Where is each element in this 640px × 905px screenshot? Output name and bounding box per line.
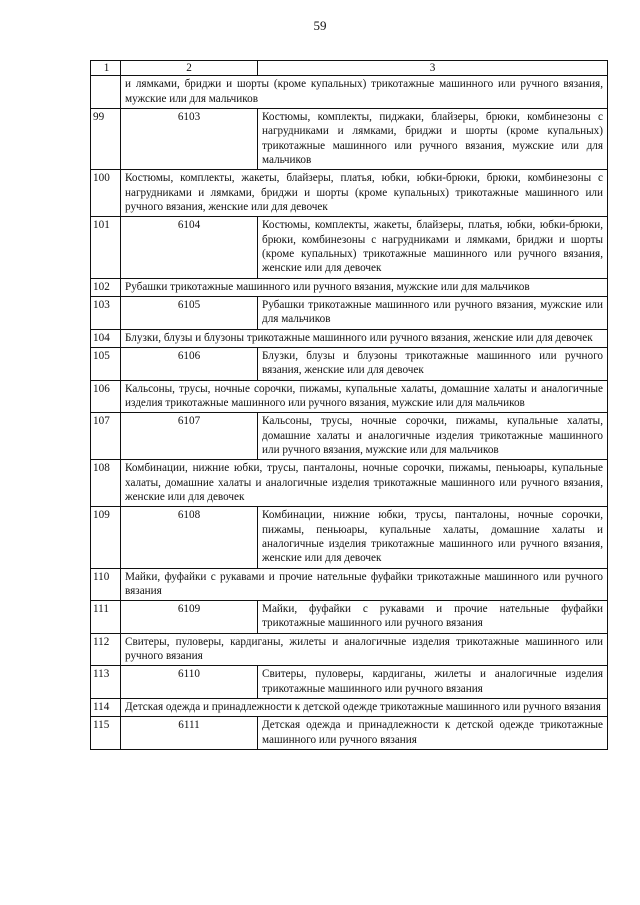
row-code: 6109 bbox=[121, 601, 258, 634]
table-row bbox=[91, 666, 608, 699]
row-category-description: Детская одежда и принадлежности к детской одежде трикотажные машинного или ручного вязания bbox=[121, 699, 608, 717]
row-code: 6110 bbox=[121, 666, 258, 699]
row-code: 6107 bbox=[121, 413, 258, 460]
row-category-description: Майки, фуфайки с рукавами и прочие нательные фуфайки трикотажные машинного или ручного вязания bbox=[121, 568, 608, 601]
header-col-2: 2 bbox=[121, 61, 258, 76]
row-number: 108 bbox=[91, 460, 121, 507]
table-row bbox=[91, 108, 608, 169]
row-category-description: Блузки, блузы и блузоны трикотажные машинного или ручного вязания, женские или для девочек bbox=[121, 329, 608, 347]
table-row bbox=[91, 460, 608, 507]
row-code: 6104 bbox=[121, 217, 258, 278]
row-category-description: Костюмы, комплекты, жакеты, блайзеры, платья, юбки, юбки-брюки, брюки, комбинезоны с нагрудниками и лямками, бриджи и шорты (кроме купальных) трикотажные машинного или ручного вязания, женские или для девочек bbox=[121, 170, 608, 217]
table-row bbox=[91, 347, 608, 380]
row-number: 104 bbox=[91, 329, 121, 347]
table-row bbox=[91, 717, 608, 750]
header-col-1: 1 bbox=[91, 61, 121, 76]
row-description: Кальсоны, трусы, ночные сорочки, пижамы, купальные халаты, домашние халаты и аналогичные изделия трикотажные машинного или ручного вязания, мужские или для мальчиков bbox=[258, 413, 608, 460]
row-number: 105 bbox=[91, 347, 121, 380]
table-header-row bbox=[91, 61, 608, 76]
row-code: 6111 bbox=[121, 717, 258, 750]
table-row bbox=[91, 170, 608, 217]
continuation-row bbox=[91, 76, 608, 109]
row-number: 107 bbox=[91, 413, 121, 460]
row-description: Блузки, блузы и блузоны трикотажные машинного или ручного вязания, женские или для девочек bbox=[258, 347, 608, 380]
row-code: 6106 bbox=[121, 347, 258, 380]
continuation-text: и лямками, бриджи и шорты (кроме купальных) трикотажные машинного или ручного вязания, мужские или для мальчиков bbox=[121, 76, 608, 109]
header-col-3: 3 bbox=[258, 61, 608, 76]
row-category-description: Кальсоны, трусы, ночные сорочки, пижамы, купальные халаты, домашние халаты и аналогичные изделия трикотажные машинного или ручного вязания, мужские или для мальчиков bbox=[121, 380, 608, 413]
row-code: 6105 bbox=[121, 296, 258, 329]
row-category-description: Комбинации, нижние юбки, трусы, панталоны, ночные сорочки, пижамы, пеньюары, купальные халаты, домашние халаты и аналогичные изделия трикотажные машинного или ручного вязания, женские или для девочек bbox=[121, 460, 608, 507]
row-number: 101 bbox=[91, 217, 121, 278]
row-number: 113 bbox=[91, 666, 121, 699]
row-number: 106 bbox=[91, 380, 121, 413]
table-row bbox=[91, 601, 608, 634]
table-row bbox=[91, 380, 608, 413]
table-row bbox=[91, 329, 608, 347]
row-description: Майки, фуфайки с рукавами и прочие нательные фуфайки трикотажные машинного или ручного вязания bbox=[258, 601, 608, 634]
row-category-description: Рубашки трикотажные машинного или ручного вязания, мужские или для мальчиков bbox=[121, 278, 608, 296]
row-number: 114 bbox=[91, 699, 121, 717]
row-code: 6108 bbox=[121, 507, 258, 568]
table-row bbox=[91, 507, 608, 568]
page-number: 59 bbox=[313, 18, 327, 33]
row-description: Рубашки трикотажные машинного или ручного вязания, мужские или для мальчиков bbox=[258, 296, 608, 329]
row-description: Костюмы, комплекты, жакеты, блайзеры, платья, юбки, юбки-брюки, брюки, комбинезоны с нагрудниками и лямками, бриджи и шорты (кроме купальных) трикотажные машинного или ручного вязания, женские или для девочек bbox=[258, 217, 608, 278]
row-description: Детская одежда и принадлежности к детской одежде трикотажные машинного или ручного вязания bbox=[258, 717, 608, 750]
table-row bbox=[91, 568, 608, 601]
row-number: 103 bbox=[91, 296, 121, 329]
row-number: 111 bbox=[91, 601, 121, 634]
row-number: 102 bbox=[91, 278, 121, 296]
row-number: 109 bbox=[91, 507, 121, 568]
row-code: 6103 bbox=[121, 108, 258, 169]
row-number: 110 bbox=[91, 568, 121, 601]
table-row bbox=[91, 633, 608, 666]
table-row bbox=[91, 217, 608, 278]
row-category-description: Свитеры, пуловеры, кардиганы, жилеты и аналогичные изделия трикотажные машинного или ручного вязания bbox=[121, 633, 608, 666]
table-row bbox=[91, 413, 608, 460]
row-description: Комбинации, нижние юбки, трусы, панталоны, ночные сорочки, пижамы, пеньюары, купальные халаты, домашние халаты и аналогичные изделия трикотажные машинного или ручного вязания, женские или для девочек bbox=[258, 507, 608, 568]
row-number: 115 bbox=[91, 717, 121, 750]
continuation-num-cell bbox=[91, 76, 121, 109]
table-row bbox=[91, 699, 608, 717]
table-row bbox=[91, 296, 608, 329]
classifier-table bbox=[90, 60, 608, 750]
table-row bbox=[91, 278, 608, 296]
row-description: Костюмы, комплекты, пиджаки, блайзеры, брюки, комбинезоны с нагрудниками и лямками, бриджи и шорты (кроме купальных) трикотажные машинного или ручного вязания, мужские или для мальчиков bbox=[258, 108, 608, 169]
row-number: 99 bbox=[91, 108, 121, 169]
row-number: 100 bbox=[91, 170, 121, 217]
row-number: 112 bbox=[91, 633, 121, 666]
row-description: Свитеры, пуловеры, кардиганы, жилеты и аналогичные изделия трикотажные машинного или ручного вязания bbox=[258, 666, 608, 699]
